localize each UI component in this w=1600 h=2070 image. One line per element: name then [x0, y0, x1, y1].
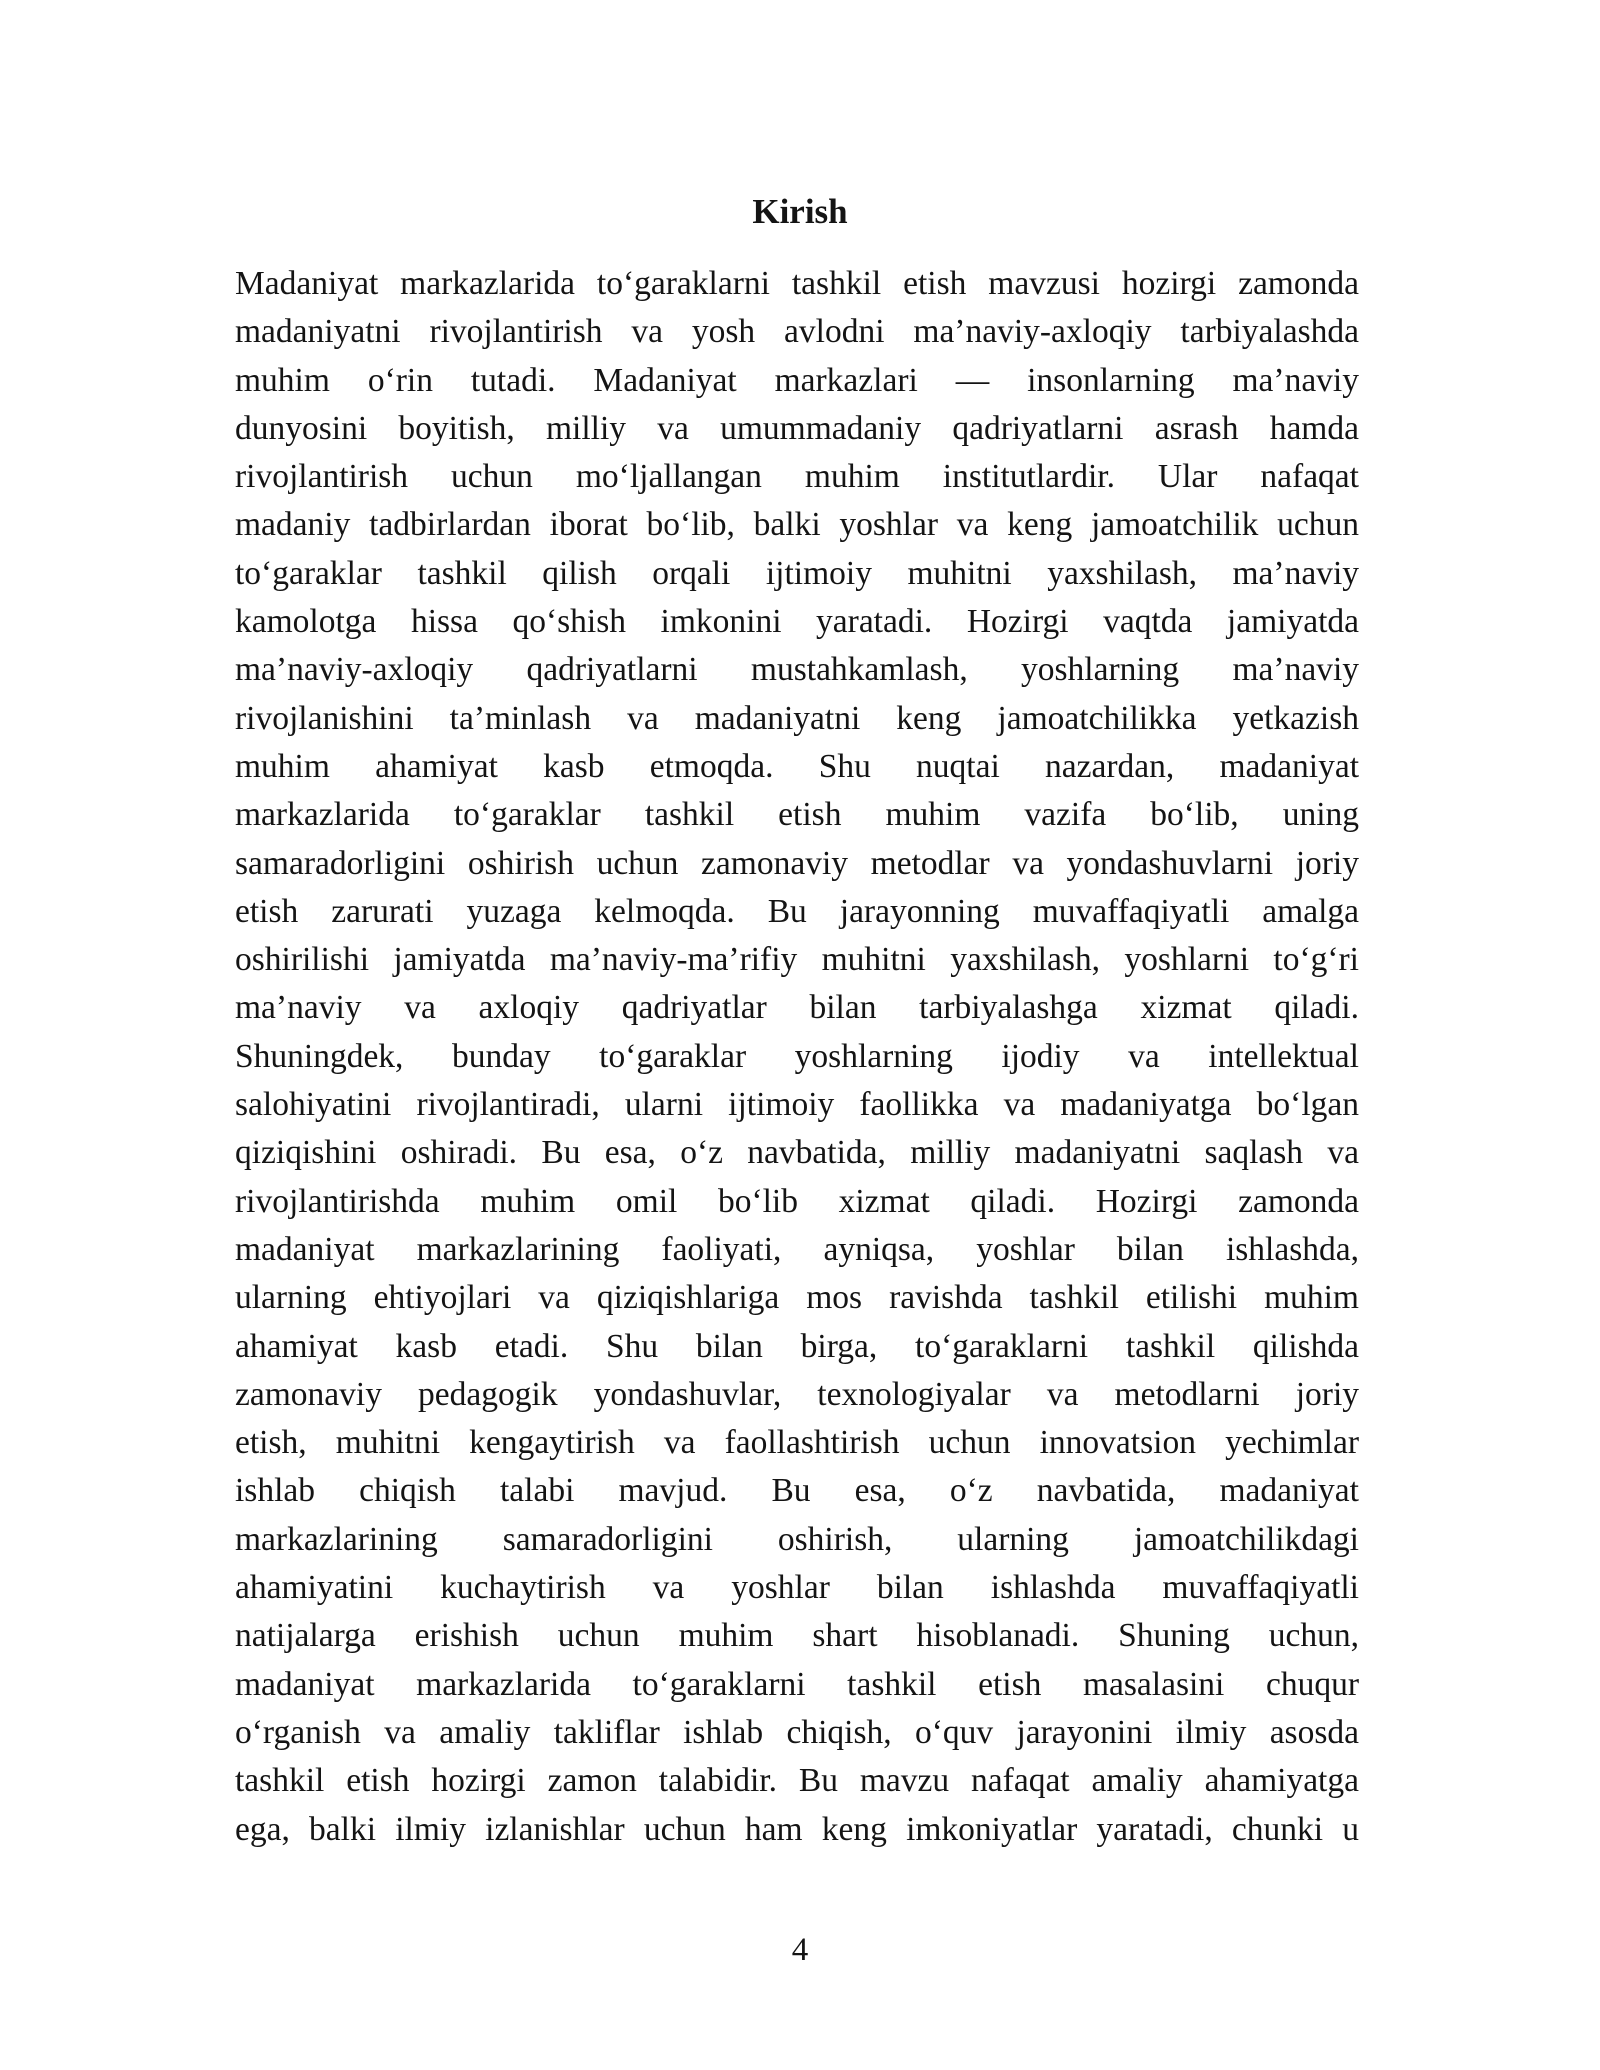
body-paragraph	[235, 260, 1359, 1854]
text-line: madaniyatni rivojlantirish va yosh avlodni ma’naviy-axloqiy tarbiyalashda	[235, 313, 1359, 351]
text-line: to‘garaklar tashkil qilish orqali ijtimoiy muhitni yaxshilash, ma’naviy	[235, 554, 1359, 592]
text-line: rivojlanishini ta’minlash va madaniyatni keng jamoatchilikka yetkazish	[235, 699, 1359, 737]
page-number: 4	[791, 1932, 809, 1968]
text-line: dunyosini boyitish, milliy va umummadaniy qadriyatlarni asrash hamda	[235, 409, 1359, 447]
text-line: madaniyat markazlarida to‘garaklarni tashkil etish masalasini chuqur	[235, 1665, 1359, 1703]
text-line: ishlab chiqish talabi mavjud. Bu esa, o‘z navbatida, madaniyat	[235, 1472, 1359, 1510]
text-line: tashkil etish hozirgi zamon talabidir. Bu mavzu nafaqat amaliy ahamiyatga	[235, 1762, 1359, 1800]
text-line: Shuningdek, bunday to‘garaklar yoshlarning ijodiy va intellektual	[235, 1037, 1359, 1075]
text-line: o‘rganish va amaliy takliflar ishlab chiqish, o‘quv jarayonini ilmiy asosda	[235, 1713, 1359, 1751]
text-line: kamolotga hissa qo‘shish imkonini yaratadi. Hozirgi vaqtda jamiyatda	[235, 603, 1359, 641]
text-line: madaniyat markazlarining faoliyati, ayniqsa, yoshlar bilan ishlashda,	[235, 1230, 1359, 1268]
text-line: rivojlantirishda muhim omil bo‘lib xizmat qiladi. Hozirgi zamonda	[235, 1182, 1359, 1220]
text-line: salohiyatini rivojlantiradi, ularni ijtimoiy faollikka va madaniyatga bo‘lgan	[235, 1086, 1359, 1124]
text-line: markazlarida to‘garaklar tashkil etish muhim vazifa bo‘lib, uning	[235, 796, 1359, 834]
text-line: qiziqishini oshiradi. Bu esa, o‘z navbatida, milliy madaniyatni saqlash va	[235, 1134, 1359, 1172]
text-line: madaniy tadbirlardan iborat bo‘lib, balki yoshlar va keng jamoatchilik uchun	[235, 506, 1359, 544]
text-line: etish zarurati yuzaga kelmoqda. Bu jarayonning muvaffaqiyatli amalga	[235, 892, 1359, 930]
text-line: ega, balki ilmiy izlanishlar uchun ham keng imkoniyatlar yaratadi, chunki u	[235, 1810, 1359, 1848]
section-heading: Kirish	[752, 192, 848, 231]
text-line: rivojlantirish uchun mo‘ljallangan muhim institutlardir. Ular nafaqat	[235, 458, 1359, 496]
text-line: ahamiyat kasb etadi. Shu bilan birga, to‘garaklarni tashkil qilishda	[235, 1327, 1359, 1365]
text-line: Madaniyat markazlarida to‘garaklarni tashkil etish mavzusi hozirgi zamonda	[235, 265, 1359, 302]
text-line: ahamiyatini kuchaytirish va yoshlar bilan ishlashda muvaffaqiyatli	[235, 1569, 1359, 1607]
text-line: etish, muhitni kengaytirish va faollashtirish uchun innovatsion yechimlar	[235, 1424, 1359, 1462]
text-line: muhim o‘rin tutadi. Madaniyat markazlari — insonlarning ma’naviy	[235, 361, 1359, 399]
text-line: muhim ahamiyat kasb etmoqda. Shu nuqtai nazardan, madaniyat	[235, 747, 1359, 785]
text-line: natijalarga erishish uchun muhim shart hisoblanadi. Shuning uchun,	[235, 1617, 1359, 1655]
text-line: markazlarining samaradorligini oshirish, ularning jamoatchilikdagi	[235, 1520, 1359, 1558]
text-line: ma’naviy-axloqiy qadriyatlarni mustahkamlash, yoshlarning ma’naviy	[235, 651, 1359, 689]
text-line: ularning ehtiyojlari va qiziqishlariga mos ravishda tashkil etilishi muhim	[235, 1279, 1359, 1317]
text-line: oshirilishi jamiyatda ma’naviy-ma’rifiy muhitni yaxshilash, yoshlarni to‘g‘ri	[235, 941, 1359, 979]
text-line: zamonaviy pedagogik yondashuvlar, texnologiyalar va metodlarni joriy	[235, 1375, 1359, 1413]
text-line: samaradorligini oshirish uchun zamonaviy metodlar va yondashuvlarni joriy	[235, 844, 1359, 882]
text-line: ma’naviy va axloqiy qadriyatlar bilan tarbiyalashga xizmat qiladi.	[235, 989, 1359, 1027]
